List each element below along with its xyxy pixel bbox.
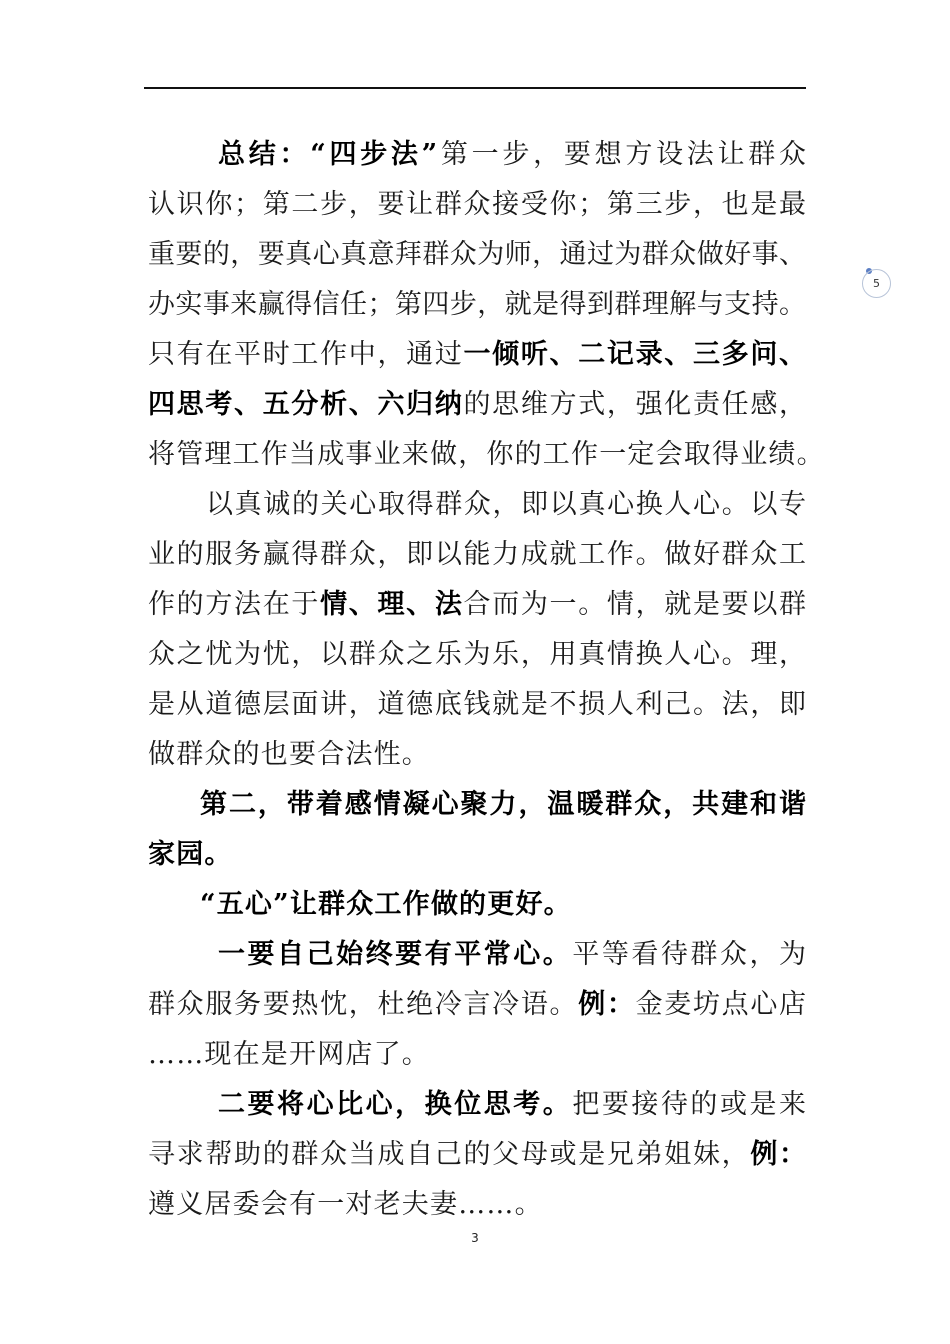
text-line [218,1085,806,1125]
text-line [148,235,806,275]
bold-text-run: 四思考、五分析、六归纳 [148,389,464,420]
page-number: 3 [471,1231,479,1245]
text-run: 作的方法在于 [148,589,321,620]
text-line [200,785,806,825]
text-line [218,935,806,975]
header-rule [144,87,806,89]
comment-count-badge[interactable]: 5 [862,269,891,298]
text-run: 金麦坊点心店 [635,989,807,1020]
text-run: 办实事来赢得信任；第四步，就是得到群理解与支持。 [148,289,806,320]
bold-text-run: 情、理、法 [320,589,464,620]
text-run: 寻求帮助的群众当成自己的父母或是兄弟姐妹， [148,1139,751,1170]
text-line [148,635,806,675]
text-run: 平等看待群众，为 [572,939,807,970]
text-run: 遵义居委会有一对老夫妻……。 [148,1189,543,1220]
text-line [218,135,806,175]
text-run: 以真诚的关心取得群众，即以真心换人心。以专 [206,489,806,520]
bold-text-run: 一倾听、二记录、三多问、 [463,339,806,370]
bold-text-run: 例： [578,989,636,1020]
text-run: 众之忧为忧，以群众之乐为乐，用真情换人心。理， [148,639,806,670]
text-run: 业的服务赢得群众，即以能力成就工作。做好群众工 [148,539,806,570]
text-run: 重要的，要真心真意拜群众为师，通过为群众做好事、 [148,239,806,270]
text-line [148,435,825,475]
text-line [148,335,806,375]
bold-text-run: 家园。 [148,839,233,870]
text-line [148,685,806,725]
text-run: 合而为一。情，就是要以群 [463,589,807,620]
text-line [148,735,430,775]
text-run: 做群众的也要合法性。 [148,739,430,770]
text-line [148,535,806,575]
text-run: 第一步，要想方设法让群众 [437,139,807,170]
bold-text-run: “五心”让群众工作做的更好。 [200,889,572,920]
text-run: 群众服务要热忱，杜绝冷言冷语。 [148,989,579,1020]
bold-text-run: 总结：“四步法” [218,139,438,170]
text-run: ……现在是开网店了。 [148,1039,430,1070]
text-run: 只有在平时工作中，通过 [148,339,464,370]
text-line [148,585,806,625]
text-line [148,1135,806,1175]
text-line [148,835,233,875]
bold-text-run: 二要将心比心，换位思考。 [218,1089,573,1120]
text-line [148,385,806,425]
text-run: 认识你；第二步，要让群众接受你；第三步，也是最 [148,189,806,220]
text-line [148,1185,543,1225]
text-run: 是从道德层面讲，道德底钱就是不损人利己。法，即 [148,689,806,720]
text-line [148,985,806,1025]
bold-text-run: 例： [750,1139,807,1170]
text-line [206,485,806,525]
text-line [148,185,806,225]
text-line [200,885,572,925]
text-line [148,1035,430,1075]
bold-text-run: 第二，带着感情凝心聚力，温暖群众，共建和谐 [200,789,806,820]
text-line [148,285,806,325]
text-run: 将管理工作当成事业来做，你的工作一定会取得业绩。 [148,439,825,470]
bold-text-run: 一要自己始终要有平常心。 [218,939,573,970]
text-run: 的思维方式，强化责任感， [463,389,806,420]
text-run: 把要接待的或是来 [572,1089,807,1120]
